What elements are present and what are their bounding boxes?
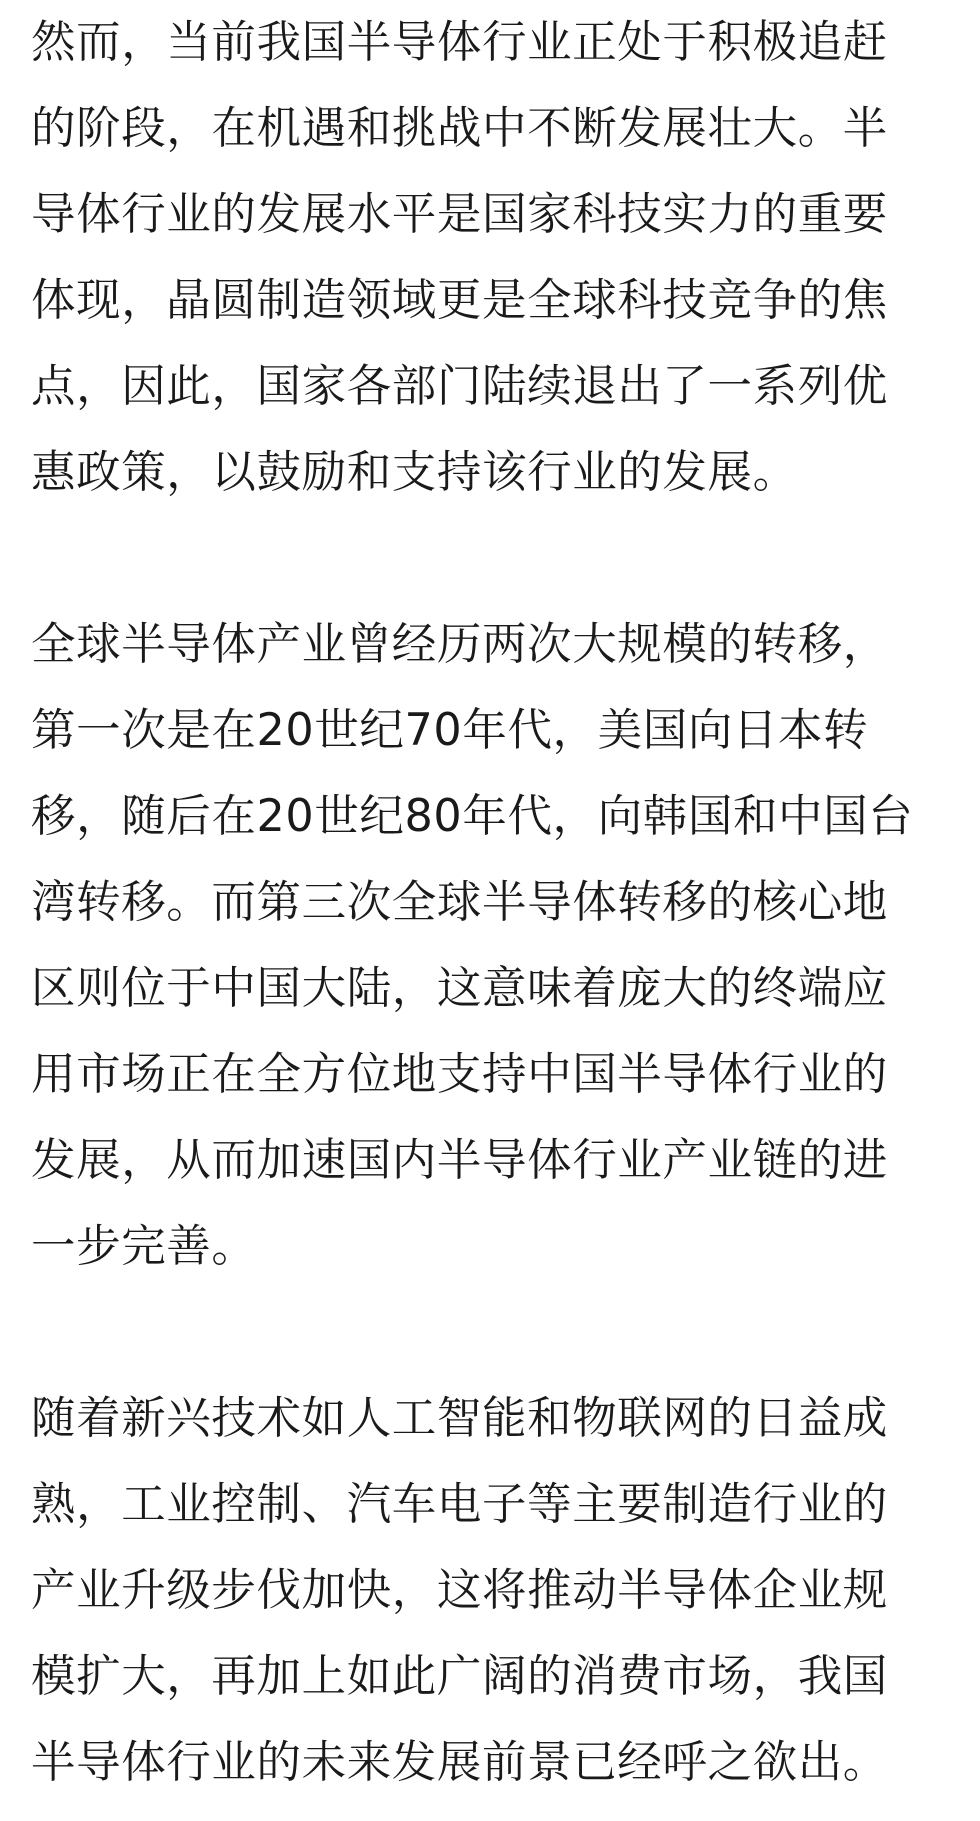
paragraph-1	[31, 0, 961, 516]
paragraph-2	[31, 602, 961, 1290]
text-line: 熟，工业控制、汽车电子等主要制造行业的	[31, 1479, 888, 1530]
paragraph-spacer	[31, 1290, 961, 1376]
text-line: 区则位于中国大陆，这意味着庞大的终端应	[31, 963, 888, 1014]
text-line: 产业升级步伐加快，这将推动半导体企业规	[31, 1565, 888, 1616]
text-line: 然而，当前我国半导体行业正处于积极追赶	[31, 17, 888, 68]
paragraph-3	[31, 1376, 961, 1806]
text-line: 点，因此，国家各部门陆续退出了一系列优	[31, 361, 888, 412]
paragraph-spacer	[31, 516, 961, 602]
text-line: 模扩大，再加上如此广阔的消费市场，我国	[31, 1651, 888, 1702]
text-line: 导体行业的发展水平是国家科技实力的重要	[31, 189, 888, 240]
text-line: 发展，从而加速国内半导体行业产业链的进	[31, 1135, 888, 1186]
text-line: 全球半导体产业曾经历两次大规模的转移，	[31, 619, 888, 670]
text-line: 湾转移。而第三次全球半导体转移的核心地	[31, 877, 888, 928]
text-line: 一步完善。	[31, 1221, 257, 1272]
text-line: 用市场正在全方位地支持中国半导体行业的	[31, 1049, 888, 1100]
article-body	[31, 0, 961, 1806]
text-line: 第一次是在20世纪70年代，美国向日本转	[31, 705, 869, 756]
text-line: 惠政策，以鼓励和支持该行业的发展。	[31, 447, 798, 498]
text-line: 半导体行业的未来发展前景已经呼之欲出。	[31, 1737, 888, 1788]
text-line: 随着新兴技术如人工智能和物联网的日益成	[31, 1393, 888, 1444]
text-line: 移，随后在20世纪80年代，向韩国和中国台	[31, 791, 914, 842]
text-line: 体现，晶圆制造领域更是全球科技竞争的焦	[31, 275, 888, 326]
text-line: 的阶段，在机遇和挑战中不断发展壮大。半	[31, 103, 888, 154]
